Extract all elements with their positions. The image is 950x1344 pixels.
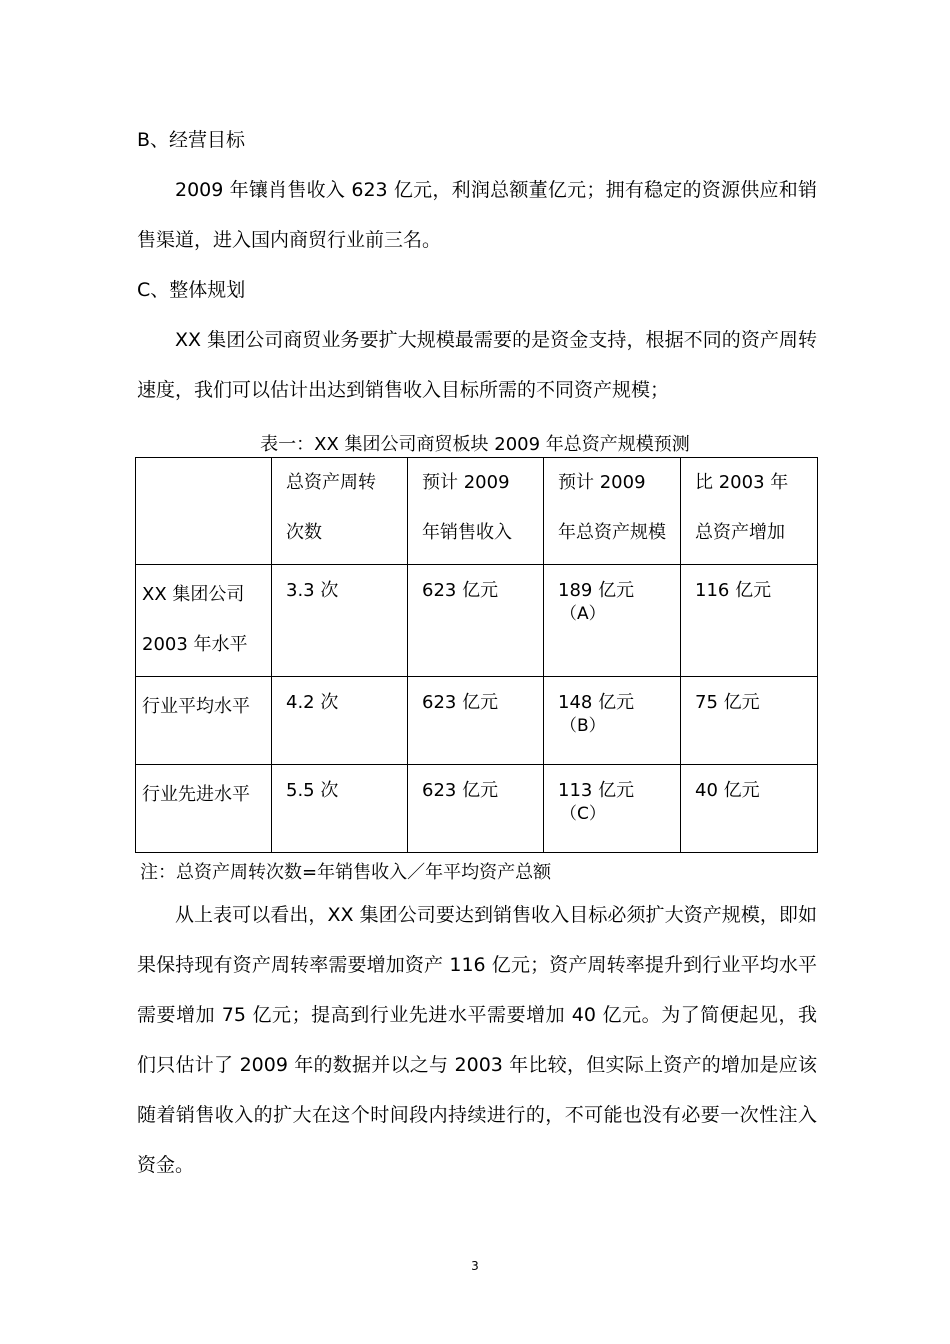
turnover-cell: 4.2 次: [272, 677, 408, 765]
section-c-text: XX 集团公司商贸业务要扩大规模最需要的是资金支持，根据不同的资产周转速度，我们可以估计出达到销售收入目标所需的不同资产规模；: [137, 329, 817, 401]
table-row: [136, 565, 818, 677]
row-label: 行业平均水平: [136, 677, 272, 765]
turnover-cell: 3.3 次: [272, 565, 408, 677]
section-c-heading: C、整体规划: [137, 279, 246, 301]
sales-cell: 623 亿元: [408, 565, 544, 677]
table-header-row: [136, 458, 818, 565]
row-label: 行业先进水平: [136, 765, 272, 853]
table-note: 注：总资产周转次数=年销售收入／年平均资产总额: [140, 862, 552, 883]
table-row: [136, 765, 818, 853]
header-cell: 预计 2009 年总资产规模: [544, 458, 681, 565]
header-cell: [136, 458, 272, 565]
row-label: XX 集团公司 2003 年水平: [136, 565, 272, 677]
assets-cell: 148 亿元 （B）: [544, 677, 681, 765]
header-cell: 预计 2009 年销售收入: [408, 458, 544, 565]
table-row: [136, 677, 818, 765]
section-b-text: 2009 年镶肖售收入 623 亿元，利润总额董亿元；拥有稳定的资源供应和销售渠道，进入国内商贸行业前三名。: [137, 179, 817, 251]
asset-forecast-table: [135, 457, 818, 853]
section-b-heading: B、经营目标: [137, 129, 246, 151]
sales-cell: 623 亿元: [408, 677, 544, 765]
header-cell: 比 2003 年总资产增加: [681, 458, 818, 565]
assets-cell: 113 亿元 （C）: [544, 765, 681, 853]
header-cell: 总资产周转次数: [272, 458, 408, 565]
table-caption: 表一：XX 集团公司商贸板块 2009 年总资产规模预测: [260, 434, 690, 455]
sales-cell: 623 亿元: [408, 765, 544, 853]
page-number: 3: [471, 1259, 479, 1273]
turnover-cell: 5.5 次: [272, 765, 408, 853]
increase-cell: 75 亿元: [681, 677, 818, 765]
increase-cell: 116 亿元: [681, 565, 818, 677]
assets-cell: 189 亿元 （A）: [544, 565, 681, 677]
conclusion-text: 从上表可以看出，XX 集团公司要达到销售收入目标必须扩大资产规模，即如果保持现有资产周转率需要增加资产 116 亿元；资产周转率提升到行业平均水平需要增加 75 亿元；提高到行业先进水平需要增加 40 亿元。为了简便起见，我们只估计了 2009 年的数据并以之与 2003 年比较，但实际上资产的增加是应该随着销售收入的扩大在这个时间段内持续进行的，不可能也没有必要一次性注入资金。: [137, 904, 817, 1176]
increase-cell: 40 亿元: [681, 765, 818, 853]
